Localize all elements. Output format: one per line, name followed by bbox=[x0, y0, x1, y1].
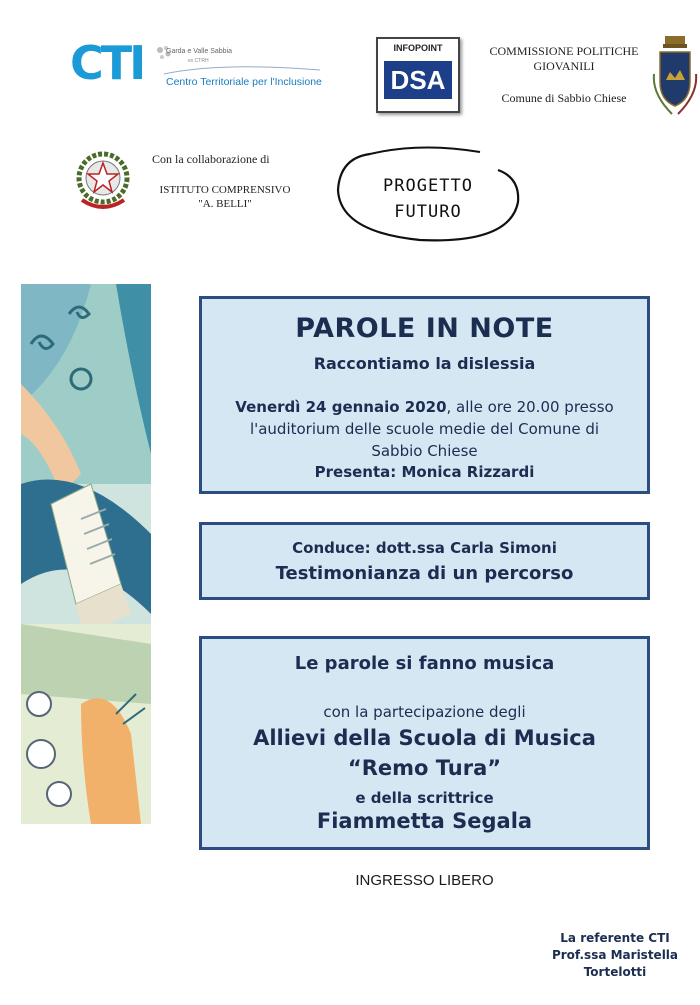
progetto-line-1: PROGETTO bbox=[383, 176, 473, 196]
event-venue-line-1: l'auditorium delle scuole medie del Comune di bbox=[249, 420, 600, 438]
music-box bbox=[199, 636, 650, 850]
referente-line-1: La referente CTI bbox=[560, 931, 670, 945]
istituto-text bbox=[150, 183, 300, 211]
event-date: Venerdì 24 gennaio 2020 bbox=[235, 398, 447, 416]
dyslexia-illustration bbox=[21, 284, 151, 824]
event-details bbox=[212, 396, 637, 462]
remo-tura-text: “Remo Tura” bbox=[347, 756, 502, 780]
testimonianza-text: Testimonianza di un percorso bbox=[275, 563, 574, 584]
istituto-line-1: ISTITUTO COMPRENSIVO bbox=[159, 184, 291, 196]
commissione-line-1: COMMISSIONE POLITICHE bbox=[489, 44, 639, 58]
dsa-label: DSA bbox=[384, 61, 452, 99]
fiammetta-text: Fiammetta Segala bbox=[316, 809, 533, 833]
italian-republic-emblem-icon bbox=[74, 150, 132, 212]
conduce-text: Conduce: dott.ssa Carla Simoni bbox=[292, 539, 557, 557]
cti-logo bbox=[70, 38, 335, 94]
municipal-crest-icon bbox=[652, 34, 698, 120]
event-subtitle: Raccontiamo la dislessia bbox=[313, 354, 536, 373]
event-time: , alle ore 20.00 presso bbox=[446, 398, 614, 416]
event-title: PAROLE IN NOTE bbox=[295, 313, 554, 344]
commissione-text bbox=[486, 44, 642, 74]
partecipazione-text: con la partecipazione degli bbox=[323, 703, 526, 721]
progetto-futuro-logo bbox=[330, 140, 526, 252]
event-presenter: Presenta: Monica Rizzardi bbox=[314, 463, 535, 481]
cti-ex-text: ex CTRH bbox=[188, 58, 209, 64]
allievi-text: Allievi della Scuola di Musica bbox=[253, 726, 596, 750]
conduce-box bbox=[199, 522, 650, 600]
scrittrice-text: e della scrittrice bbox=[355, 789, 494, 807]
infopoint-dsa-logo bbox=[376, 37, 460, 113]
ingresso-libero-text: INGRESSO LIBERO bbox=[355, 872, 494, 889]
referente-block bbox=[520, 930, 680, 981]
event-box bbox=[199, 296, 650, 494]
music-heading: Le parole si fanno musica bbox=[294, 653, 555, 674]
commissione-line-2: GIOVANILI bbox=[533, 59, 595, 73]
cti-name: Centro Territoriale per l'Inclusione bbox=[166, 76, 322, 88]
comune-text: Comune di Sabbio Chiese bbox=[501, 91, 627, 105]
referente-line-2: Prof.ssa Maristella bbox=[551, 948, 679, 962]
referente-line-3: Tortelotti bbox=[583, 965, 647, 979]
infopoint-label: INFOPOINT bbox=[393, 43, 443, 53]
progetto-oval-icon bbox=[330, 140, 526, 252]
progetto-line-2: FUTURO bbox=[394, 202, 462, 222]
istituto-line-2: "A. BELLI" bbox=[198, 198, 252, 210]
cti-swoosh-icon bbox=[162, 64, 322, 76]
event-venue-line-2: Sabbio Chiese bbox=[371, 442, 478, 460]
cti-logo-letters: CTI bbox=[70, 36, 144, 90]
collaborazione-text: Con la collaborazione di bbox=[152, 152, 270, 166]
cti-area-text: Garda e Valle Sabbia bbox=[166, 48, 233, 55]
